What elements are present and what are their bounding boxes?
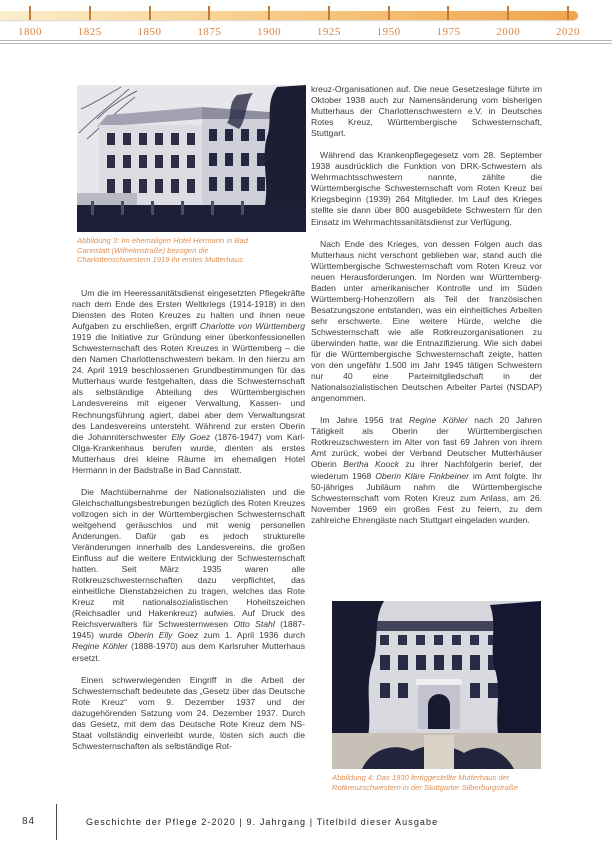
paragraph	[72, 288, 305, 476]
person-name: Regine Köhler	[409, 415, 468, 426]
text-run: (1876-1947) vom Karl-Olga-Krankenhaus berufen wurde, dienten als erstes Mutterhaus drei kleine Räume im ehemaligen Hotel Hermann in der Badstraße in Bad Cannstatt.	[72, 431, 305, 475]
text-run: zum 1. April 1936 durch	[198, 630, 305, 641]
text-run: Einen schwerwiegenden Eingriff in die Arbeit der Schwesternschaft bedeutete das „Gesetz über das Deutsche Rote Kreuz“ vom 9. Dezember 1937 und der dazugehörenden Satzung vom 24. Dezember 1937. Durch das Gesetz, mit dem das Deutsche Rote Kreuz dem NS-Staat vollständig einverleibt wurde, lösten sich auch die Schwesternschaften als selbständige Rot-	[72, 674, 305, 751]
timeline-year-label: 1875	[197, 26, 222, 38]
text-run: Nach Ende des Krieges, von dessen Folgen auch das Mutterhaus nicht verschont geblieben war, stand auch die Württembergische Schwesternschaft vom Roten Kreuz vor neuen Herausforderungen. Im Norden war Württemberg-Baden unter amerikanischer Kontrolle und im Süden Württemberg-Hohenzollern als Teil der französischen Besatzungszone entstanden, was ein einheitliches Arbeiten sehr erschwerte. Eine weitere Hürde, welche die Schwesternschaft wie alle Rotkreuzorganisationen zu überwinden hatte, war die Entnazifizierung. Wie sich dabei für die Württembergische Schwesternschaft zeigte, hatten von den ungefähr 1.500 im Jahr 1945 tätigen Schwestern nur 40 eine Parteimitgliedschaft in der Nationalsozialistischen Deutschen Arbeiter Partei (NSDAP) angenommen.	[311, 238, 542, 404]
text-run: Die Machtübernahme der Nationalsozialisten und die Gleichschaltungsbestrebungen bezüglich des Roten Kreuzes vollzogen sich in der Württembergischen Schwesternschaft weitgehend geräuschlos und mit wenig personellen Änderungen. Dafür gab es jedoch strukturelle Veränderungen innerhalb des Landesvereins, die großen Einfluss auf die weitere Entwicklung der Schwesternschaft hatten. Seit März 1935 waren alle Rotkreuzschwesternschaften dazu verpflichtet, das einheitliche Dienstabzeichen zu tragen, welches das Rote Kreuz mit nationalsozialistischen Hoheitszeichen (Reichsadler und Hakenkreuz) aufwies. Auf Druck des Reichsverwalters für Schwesternwesen	[72, 486, 305, 630]
timeline-tick	[208, 6, 210, 20]
left-column	[72, 288, 305, 763]
timeline-year-label: 1950	[376, 26, 401, 38]
timeline-tick	[89, 6, 91, 20]
timeline-year-label: 1800	[18, 26, 42, 38]
paragraph	[311, 239, 542, 405]
timeline-tick	[388, 6, 390, 20]
text-run: kreuz-Organisationen auf. Die neue Gesetzeslage führte im Oktober 1938 auch zur Namensänderung vom bisherigen Mutterhaus der Charlottenschwestern e.V. in Deutsches Rotes Kreuz, Württembergische Schwesternschaft, Stuttgart.	[311, 84, 542, 139]
footer-divider	[56, 804, 57, 840]
timeline-year-label: 1850	[137, 26, 162, 38]
person-name: Bertha Koock	[343, 459, 399, 470]
text-run: 1919 die Initiative zur Gründung einer überkonfessionellen Schwesternschaft des Roten Kreuzes in Württemberg – die den Namen Charlottenschwestern bekam. In den hierzu am 24. April 1919 beschlossenen Grundbestimmungen für das Mutterhaus wurde festgehalten, dass die Schwesternschaft als selbständige Abteilung des Württembergischen Landesvereins mit eigener Verwaltung, Kassen- und Rechnungsführung agiert, dabei aber dem Verwaltungsrat des Landesvereins untersteht. Während zur ersten Oberin die Johanniterschwester	[72, 332, 305, 442]
paragraph	[72, 487, 305, 664]
timeline-tick	[567, 6, 569, 20]
figure-mutterhaus-photo	[332, 601, 541, 769]
right-column	[311, 84, 542, 537]
timeline-tick	[29, 6, 31, 20]
timeline-year-label: 2020	[556, 26, 580, 38]
timeline-year-label: 1825	[77, 26, 102, 38]
text-run: (1887-1945) wurde	[72, 619, 306, 641]
timeline-year-label: 1900	[257, 26, 282, 38]
person-name: Otto Stahl	[233, 619, 275, 630]
text-run: Im Jahre 1956 trat	[320, 415, 410, 426]
person-name: Oberin Kläre Finkbeiner	[375, 470, 470, 481]
paragraph	[311, 84, 542, 139]
timeline-bar	[0, 11, 578, 20]
header-rule-bottom	[0, 43, 612, 44]
timeline-tick	[328, 6, 330, 20]
person-name: Regine Köhler	[72, 641, 128, 652]
paragraph	[311, 150, 542, 227]
text-run: Um die im Heeressanitätsdienst eingesetzten Pflegekräfte nach dem Ende des Ersten Weltkriegs (1914-1918) in den Diensten des Roten Kreuzes zu halten und ihnen neue Aufgaben zu erschließen, ergriff	[72, 288, 305, 332]
timeline-tick	[507, 6, 509, 20]
text-run: (1888-1970) aus dem Karlsruher Mutterhaus ersetzt.	[72, 641, 305, 663]
timeline-tick	[149, 6, 151, 20]
person-name: Elly Goez	[171, 431, 211, 442]
text-run: zu ihrer Nachfolgerin berief, der wiederum 1968	[311, 459, 543, 481]
header-rule-top	[0, 40, 612, 41]
text-run: im Amt folgte. Ihr 50-jähriges Jubiläum nahm die Württembergische Schwesternschaft vom Roten Kreuz zum Anlass, am 26. November 1969 ein großes Fest zu feiern, zu dem zahlreiche Ehrengäste nach Stuttgart eingeladen wurden.	[311, 470, 542, 525]
paragraph	[311, 415, 542, 525]
person-name: Charlotte von Württemberg	[199, 321, 306, 332]
person-name: Oberin Elly Goez	[127, 630, 199, 641]
timeline-year-label: 2000	[496, 26, 521, 38]
figure-mutterhaus-caption: Abbildung 4: Das 1930 fertiggestellte Mutterhaus der Rotkreuzschwestern in der Stuttgarter Silberburgstraße	[332, 773, 518, 792]
timeline-year-label: 1925	[316, 26, 341, 38]
page-number: 84	[22, 816, 36, 827]
text-run: nach 20 Jahren Tätigkeit als Oberin der Württembergischen Rotkreuzschwestern im Alter von fast 69 Jahren von ihrem Amt zurück, wobei der Verband Deutscher Mutterhäuser Oberin	[311, 415, 542, 470]
text-run: Während das Krankenpflegegesetz vom 28. September 1938 ausdrücklich die Funktion von DRK-Schwestern als Wehrmachtsschwestern nannte, zählte die Württembergische Schwesternschaft vom Roten Kreuz bei Kriegsbeginn (1939) 264 Mitglieder. Im Lauf des Krieges stellte sie dann über 800 ausgebildete Schwestern für den Einsatz im Wehrmachtssanitätsdienst zur Verfügung.	[311, 150, 542, 227]
figure-hotel-hermann-photo	[77, 85, 306, 232]
figure-hotel-hermann-caption: Abbildung 3: Im ehemaligen Hotel Hermann in Bad Cannstatt (Wilhelmstraße) bezogen die Charlottenschwestern 1919 ihr erstes Mutterhaus	[77, 236, 248, 265]
paragraph	[72, 675, 305, 752]
timeline-tick	[268, 6, 270, 20]
footer-journal-line: Geschichte der Pflege 2-2020 | 9. Jahrgang | Titelbild dieser Ausgabe	[86, 817, 439, 827]
timeline-tick	[447, 6, 449, 20]
timeline-year-label: 1975	[436, 26, 461, 38]
